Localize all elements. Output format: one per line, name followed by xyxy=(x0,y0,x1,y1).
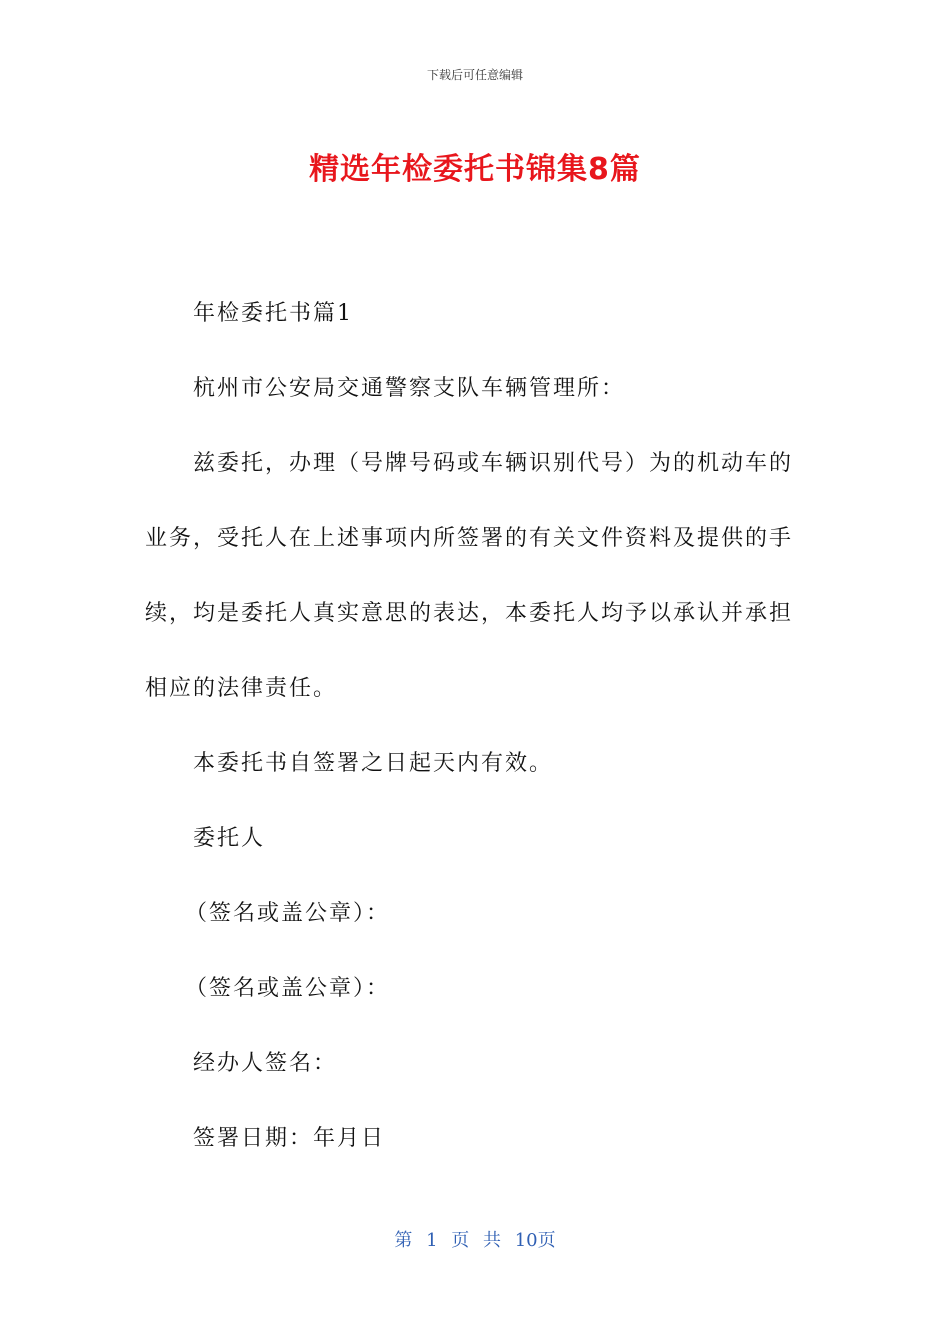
document-title: 精选年检委托书锦集8篇 xyxy=(309,152,641,187)
entrust-paragraph: 兹委托，办理（号牌号码或车辆识别代号）为的机动车的业务，受托人在上述事项内所签署的有关文件资料及提供的手续，均是委托人真实意思的表达，本委托人均予以承认并承担相应的法律责任。 xyxy=(145,451,794,701)
footer-current-page: 1 xyxy=(426,1230,438,1251)
agent-signature-line: 经办人签名： xyxy=(193,1051,338,1076)
signing-date-line: 签署日期：年月日 xyxy=(193,1126,386,1151)
signature-line-2: （签名或盖公章）： xyxy=(185,976,391,1001)
addressee-line: 杭州市公安局交通警察支队车辆管理所： xyxy=(193,376,626,401)
footer-total-pages: 10页 xyxy=(514,1230,556,1251)
footer-total-prefix: 共 xyxy=(483,1230,501,1251)
footer-page-unit: 页 xyxy=(451,1230,470,1251)
footer-prefix: 第 xyxy=(394,1230,413,1251)
page-footer xyxy=(0,1226,950,1252)
signature-line-1: （签名或盖公章）： xyxy=(185,901,391,926)
page-header-note: 下载后可任意编辑 xyxy=(426,68,523,82)
section-heading: 年检委托书篇1 xyxy=(193,301,353,326)
principal-label: 委托人 xyxy=(193,826,266,851)
document-body xyxy=(145,276,795,1176)
validity-line: 本委托书自签署之日起天内有效。 xyxy=(193,751,554,776)
